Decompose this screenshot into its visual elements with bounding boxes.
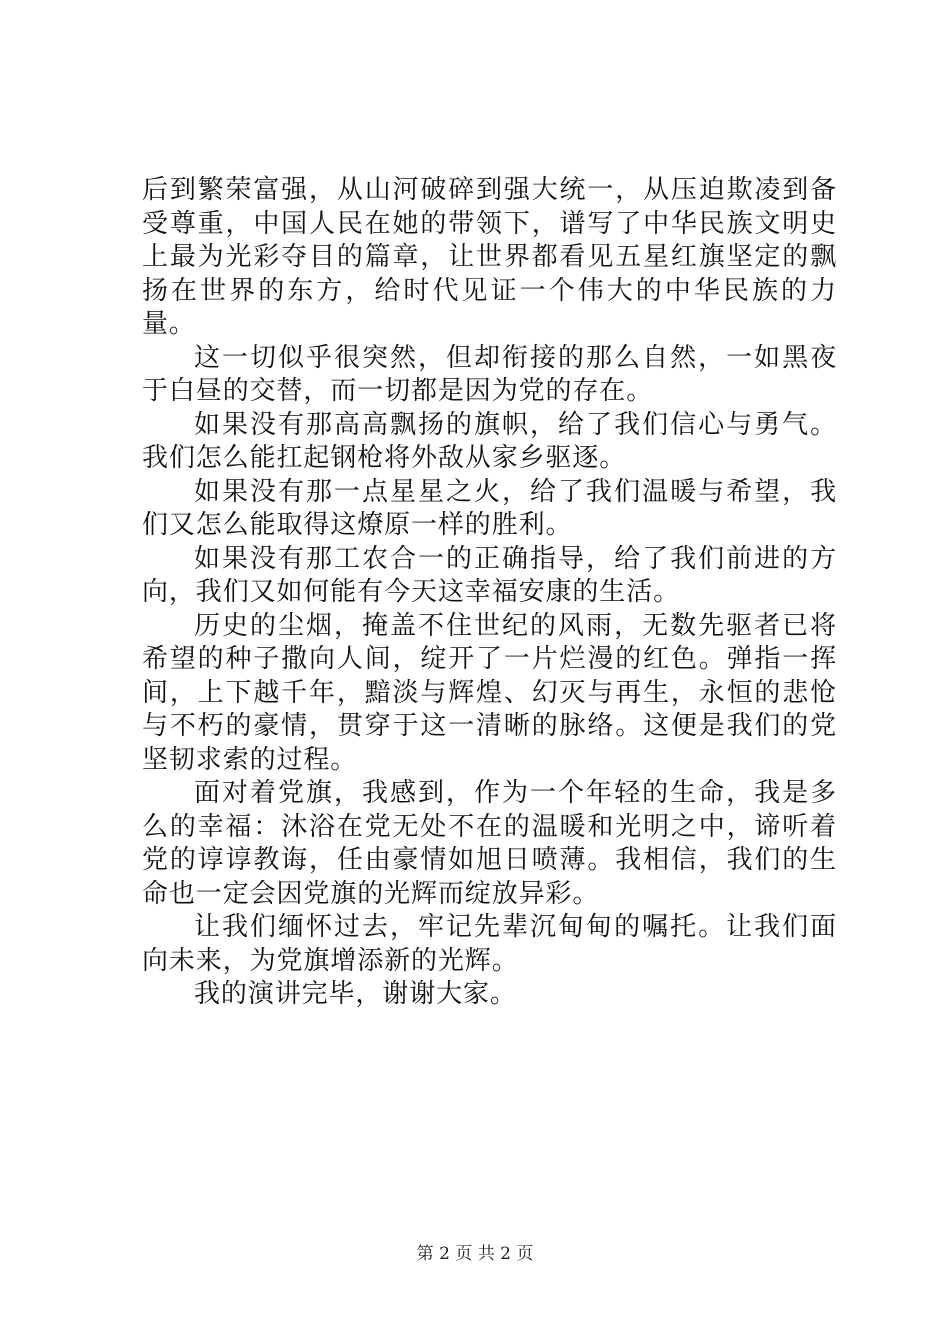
paragraph: 历史的尘烟，掩盖不住世纪的风雨，无数先驱者已将希望的种子撒向人间，绽开了一片烂漫的红色。弹指一挥间，上下越千年，黯淡与辉煌、幻灭与再生，永恒的悲怆与不朽的豪情，贯穿于这一清晰的脉络。这便是我们的党坚韧求索的过程。 [142, 610, 837, 775]
page-number-footer: 第 2 页 共 2 页 [416, 1244, 534, 1264]
paragraph: 让我们缅怀过去，牢记先辈沉甸甸的嘱托。让我们面向未来，为党旗增添新的光辉。 [142, 912, 837, 976]
document-body [142, 174, 837, 1012]
paragraph: 如果没有那高高飘扬的旗帜，给了我们信心与勇气。我们怎么能扛起钢枪将外敌从家乡驱逐。 [142, 409, 837, 473]
paragraph: 面对着党旗，我感到，作为一个年轻的生命，我是多么的幸福：沐浴在党无处不在的温暖和光明之中，谛听着党的谆谆教诲，任由豪情如旭日喷薄。我相信，我们的生命也一定会因党旗的光辉而绽放异彩。 [142, 778, 837, 909]
paragraph: 这一切似乎很突然，但却衔接的那么自然，一如黑夜于白昼的交替，而一切都是因为党的存在。 [142, 342, 837, 406]
paragraph-continued: 后到繁荣富强，从山河破碎到强大统一，从压迫欺凌到备受尊重，中国人民在她的带领下，谱写了中华民族文明史上最为光彩夺目的篇章，让世界都看见五星红旗坚定的飘扬在世界的东方，给时代见证一个伟大的中华民族的力量。 [142, 175, 837, 339]
paragraph-closing: 我的演讲完毕，谢谢大家。 [194, 979, 517, 1009]
paragraph: 如果没有那一点星星之火，给了我们温暖与希望，我们又怎么能取得这燎原一样的胜利。 [142, 476, 837, 540]
paragraph: 如果没有那工农合一的正确指导，给了我们前进的方向，我们又如何能有今天这幸福安康的生活。 [142, 543, 837, 607]
